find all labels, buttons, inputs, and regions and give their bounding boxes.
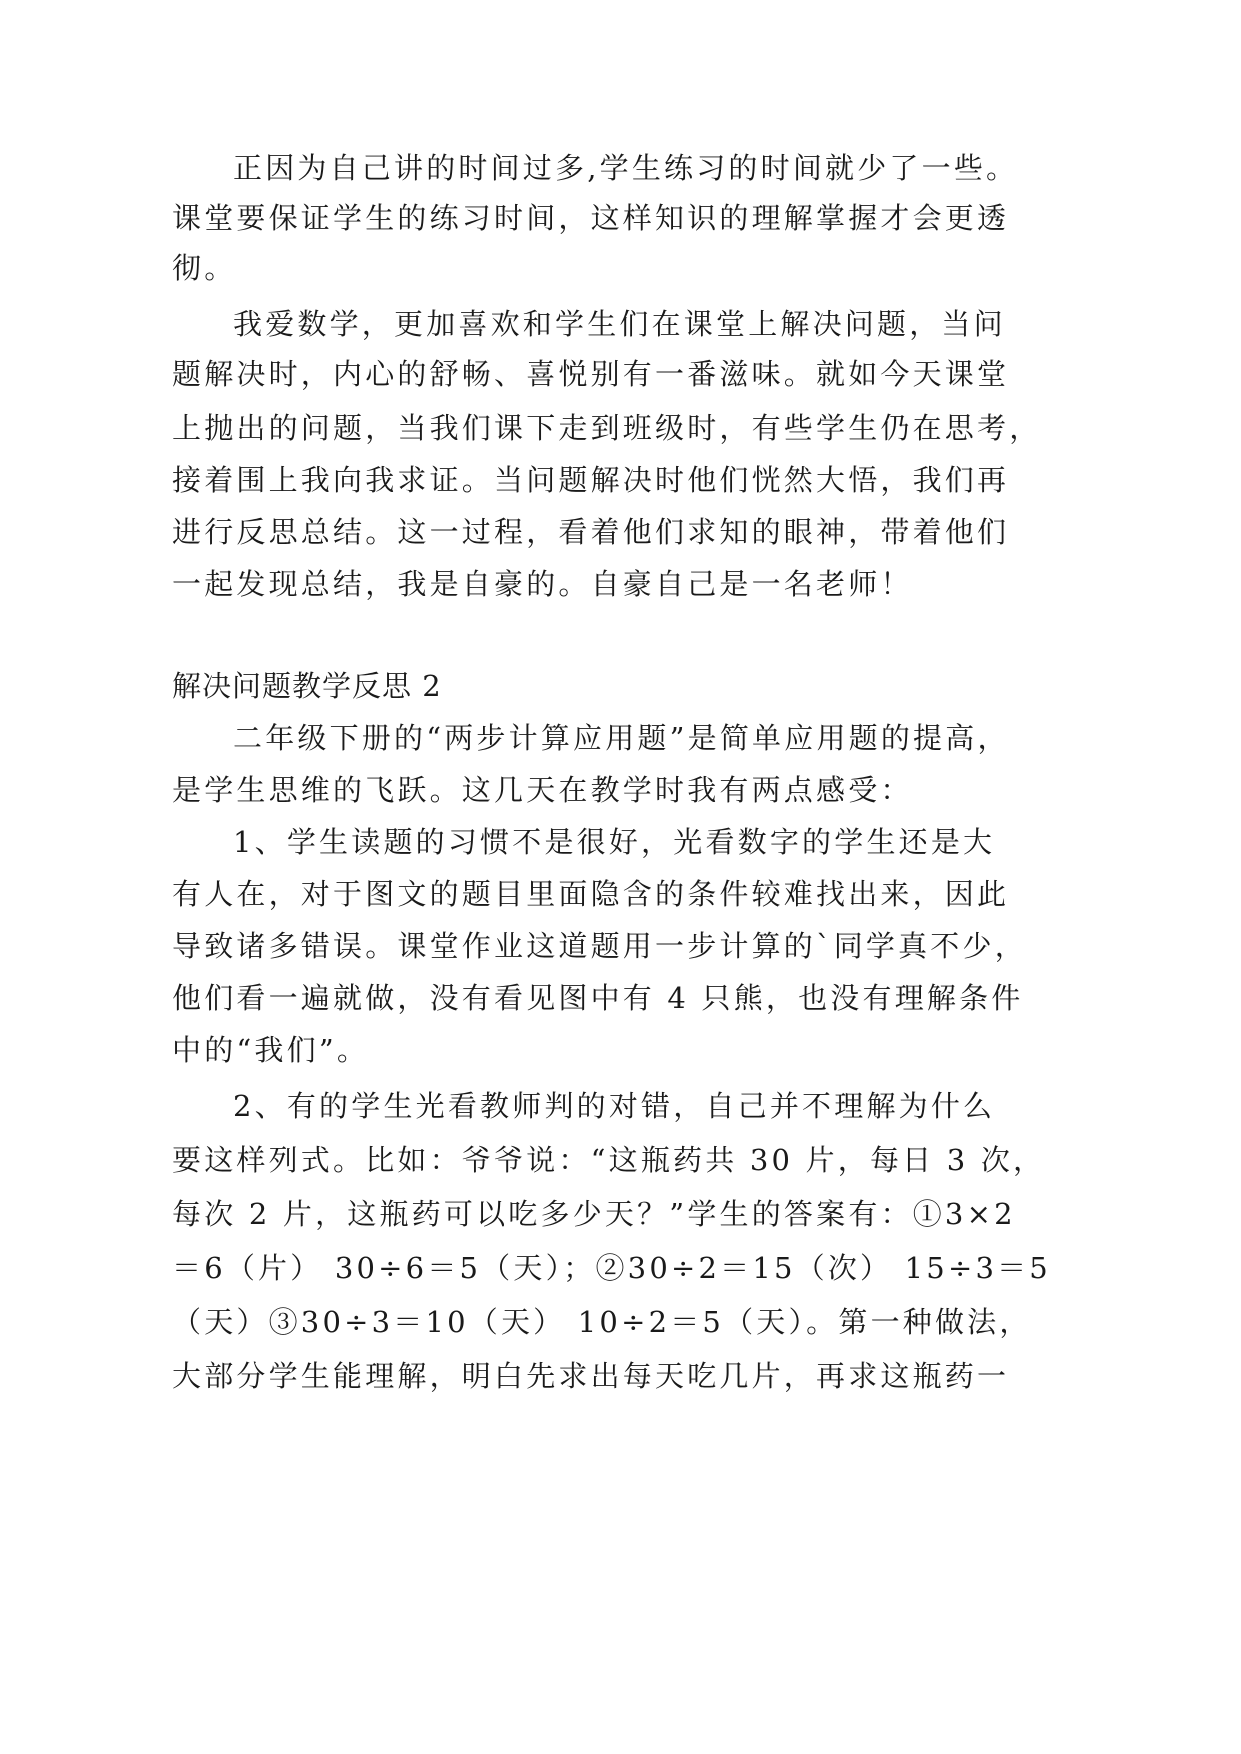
paragraph-2-line-6: 一起发现总结，我是自豪的。自豪自己是一名老师！ xyxy=(172,567,913,601)
paragraph-4-line-1: 1、学生读题的习惯不是很好，光看数字的学生还是大 xyxy=(233,825,996,859)
paragraph-2-line-2: 题解决时，内心的舒畅、喜悦别有一番滋味。就如今天课堂 xyxy=(172,357,1010,391)
paragraph-2-line-4: 接着围上我向我求证。当问题解决时他们恍然大悟，我们再 xyxy=(172,463,1010,497)
paragraph-1-line-1: 正因为自己讲的时间过多,学生练习的时间就少了一些。 xyxy=(233,151,1019,185)
paragraph-3-line-2: 是学生思维的飞跃。这几天在教学时我有两点感受： xyxy=(172,773,913,807)
paragraph-1-line-2: 课堂要保证学生的练习时间，这样知识的理解掌握才会更透 xyxy=(172,201,1010,235)
paragraph-5-line-1: 2、有的学生光看教师判的对错，自己并不理解为什么 xyxy=(233,1089,996,1123)
paragraph-2-line-3: 上抛出的问题，当我们课下走到班级时，有些学生仍在思考， xyxy=(172,411,1042,445)
paragraph-5-line-2: 要这样列式。比如：爷爷说：“这瓶药共 30 片，每日 3 次， xyxy=(172,1143,1046,1177)
paragraph-5-line-3: 每次 2 片，这瓶药可以吃多少天？”学生的答案有：①3×2 xyxy=(172,1197,1016,1231)
paragraph-1-line-3: 彻。 xyxy=(172,251,237,285)
paragraph-4-line-4: 他们看一遍就做，没有看见图中有 4 只熊，也没有理解条件 xyxy=(172,981,1024,1015)
paragraph-4-line-2: 有人在，对于图文的题目里面隐含的条件较难找出来，因此 xyxy=(172,877,1010,911)
paragraph-2-line-1: 我爱数学，更加喜欢和学生们在课堂上解决问题，当问 xyxy=(233,307,1006,341)
section-heading: 解决问题教学反思 2 xyxy=(172,669,442,703)
paragraph-3-line-1: 二年级下册的“两步计算应用题”是简单应用题的提高， xyxy=(233,721,1010,755)
paragraph-4-line-3: 导致诸多错误。课堂作业这道题用一步计算的`同学真不少， xyxy=(172,929,1027,963)
paragraph-5-line-6: 大部分学生能理解，明白先求出每天吃几片，再求这瓶药一 xyxy=(172,1359,1010,1393)
paragraph-5-line-5: （天）③30÷3＝10（天） 10÷2＝5（天）。第一种做法， xyxy=(172,1305,1032,1339)
paragraph-5-line-4: ＝6（片） 30÷6＝5（天）；②30÷2＝15（次） 15÷3＝5 xyxy=(172,1251,1051,1285)
paragraph-4-line-5: 中的“我们”。 xyxy=(172,1033,370,1067)
paragraph-2-line-5: 进行反思总结。这一过程，看着他们求知的眼神，带着他们 xyxy=(172,515,1010,549)
